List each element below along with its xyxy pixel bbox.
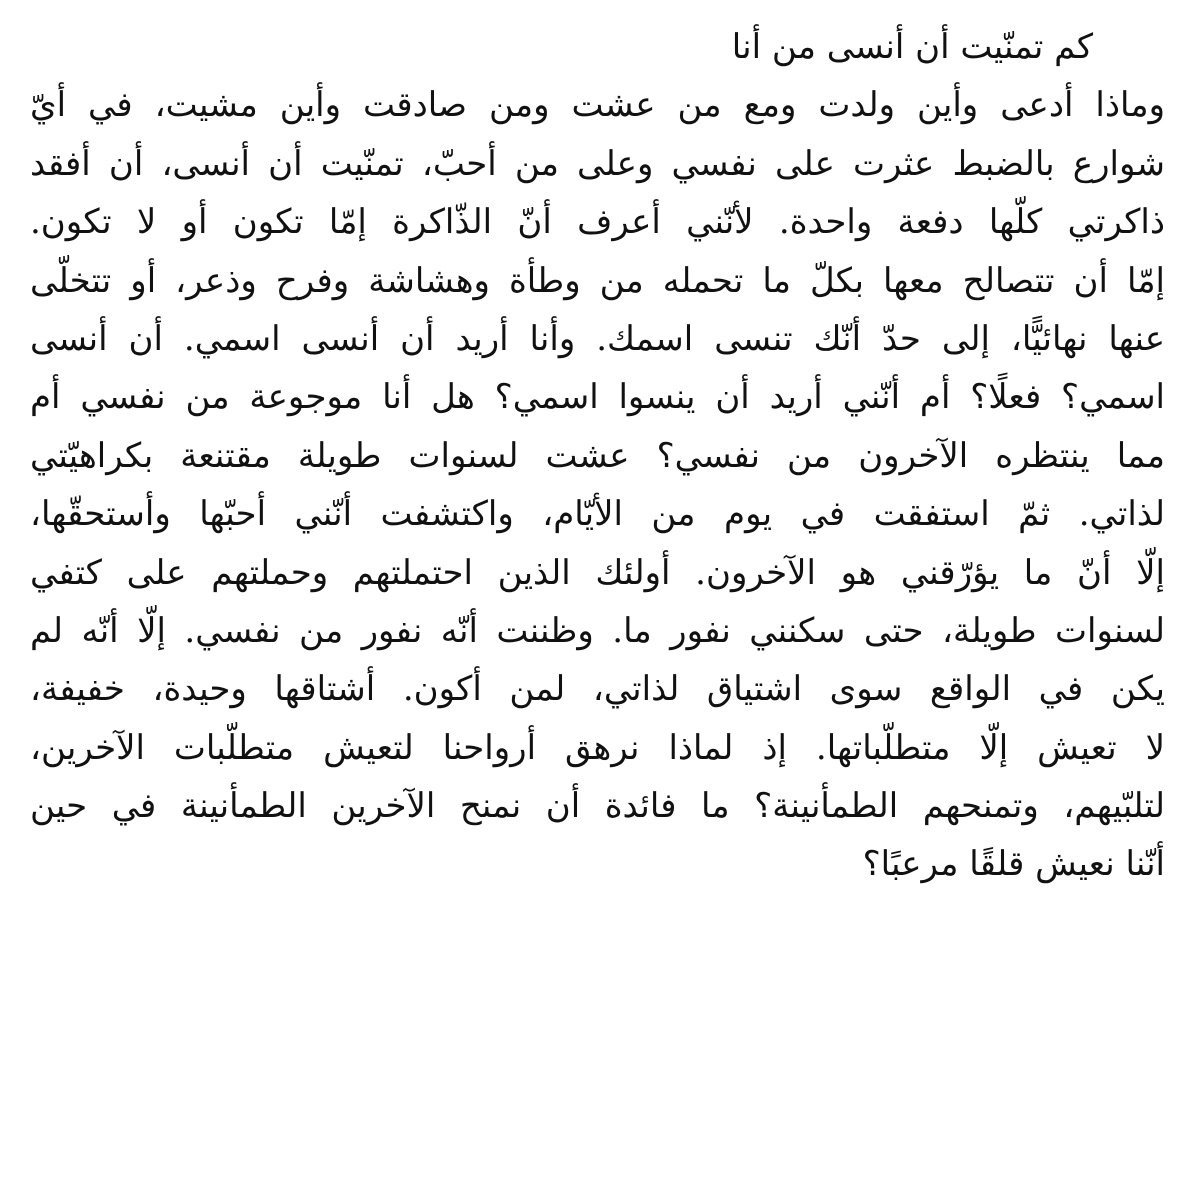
text-line: اسمي؟ فعلًا؟ أم أنّني أريد أن ينسوا اسمي؟ هل أنا موجوعة من نفسي أم xyxy=(30,377,1165,418)
text-line: ذاكرتي كلّها دفعة واحدة. لأنّني أعرف أنّ الذّاكرة إمّا تكون أو لا تكون. xyxy=(30,202,1165,243)
book-page xyxy=(30,18,1165,894)
opening-line: كم تمنّيت أن أنسى من أنا xyxy=(731,27,1093,67)
text-line: شوارع بالضبط عثرت على نفسي وعلى من أحبّ، تمنّيت أن أنسى، أن أفقد xyxy=(30,143,1165,184)
text-line: لتلبّيهم، وتمنحهم الطمأنينة؟ ما فائدة أن نمنح الآخرين الطمأنينة في حين xyxy=(30,786,1165,827)
text-line: لا تعيش إلّا متطلّباتها. إذ لماذا نرهق أرواحنا لتعيش متطلّبات الآخرين، xyxy=(30,727,1165,768)
text-line: لذاتي. ثمّ استفقت في يوم من الأيّام، واكتشفت أنّني أحبّها وأستحقّها، xyxy=(30,494,1165,535)
text-line: وماذا أدعى وأين ولدت ومع من عشت ومن صادقت وأين مشيت، في أيّ xyxy=(30,85,1165,126)
text-line: إلّا أنّ ما يؤرّقني هو الآخرون. أولئك الذين احتملتهم وحملتهم على كتفي xyxy=(30,552,1165,593)
text-line-last: أنّنا نعيش قلقًا مرعبًا؟ xyxy=(862,844,1165,885)
text-line: إمّا أن تتصالح معها بكلّ ما تحمله من وطأة وهشاشة وفرح وذعر، أو تتخلّى xyxy=(30,260,1165,301)
text-line: يكن في الواقع سوى اشتياق لذاتي، لمن أكون. أشتاقها وحيدة، خفيفة، xyxy=(30,669,1165,710)
text-line: لسنوات طويلة، حتى سكنني نفور ما. وظننت أنّه نفور من نفسي. إلّا أنّه لم xyxy=(30,610,1165,651)
text-line: مما ينتظره الآخرون من نفسي؟ عشت لسنوات طويلة مقتنعة بكراهيّتي xyxy=(30,435,1165,476)
text-line: عنها نهائيًّا، إلى حدّ أنّك تنسى اسمك. وأنا أريد أن أنسى اسمي. أن أنسى xyxy=(30,318,1165,359)
